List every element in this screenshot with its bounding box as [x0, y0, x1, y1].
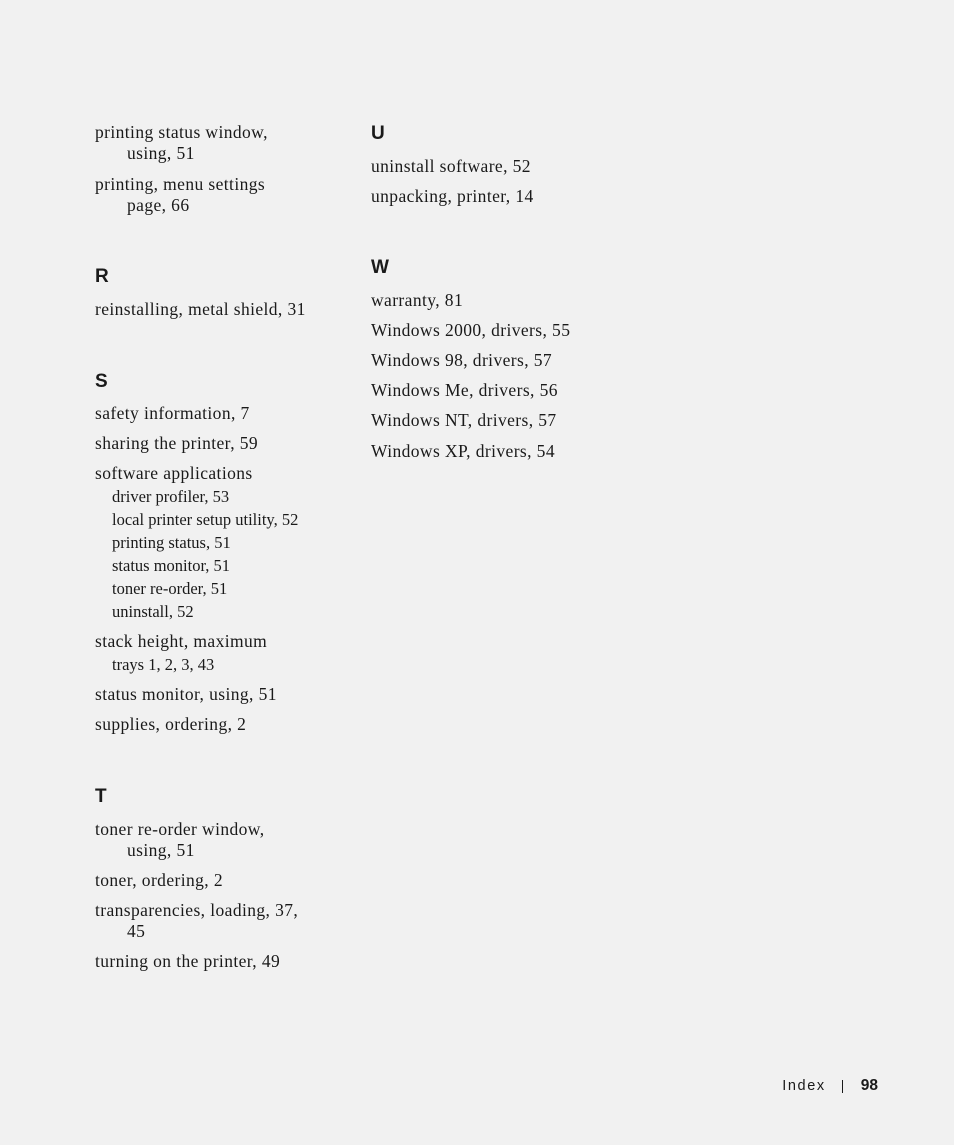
index-subentry: toner re-order, 51	[112, 579, 228, 598]
index-entry	[95, 819, 355, 861]
index-entry: safety information, 7	[95, 403, 250, 423]
index-entry: uninstall software, 52	[371, 156, 531, 176]
section-heading-s: S	[95, 371, 108, 392]
index-entry: Windows 2000, drivers, 55	[371, 320, 571, 340]
section-heading-t: T	[95, 786, 107, 807]
index-subentry: driver profiler, 53	[112, 487, 230, 506]
entry-text: printing, menu settings	[95, 174, 266, 194]
index-subentry: uninstall, 52	[112, 602, 194, 621]
page-footer	[782, 1076, 878, 1096]
entry-continuation: 45	[127, 921, 146, 941]
footer-section-label: Index	[782, 1078, 826, 1094]
entry-text: transparencies, loading, 37,	[95, 900, 299, 920]
section-heading-u: U	[371, 123, 385, 144]
entry-continuation: using, 51	[127, 143, 195, 163]
index-entry: supplies, ordering, 2	[95, 714, 247, 734]
page-number: 98	[860, 1077, 878, 1094]
entry-text: printing status window,	[95, 122, 268, 142]
index-entry: toner, ordering, 2	[95, 870, 223, 890]
index-entry: Windows NT, drivers, 57	[371, 410, 557, 430]
index-entry: turning on the printer, 49	[95, 951, 281, 971]
entry-text: toner re-order window,	[95, 819, 265, 839]
index-entry: Windows 98, drivers, 57	[371, 350, 553, 370]
entry-continuation: using, 51	[127, 840, 195, 860]
index-entry: warranty, 81	[371, 290, 464, 310]
footer-divider	[842, 1080, 843, 1093]
index-entry	[95, 900, 355, 942]
index-entry: unpacking, printer, 14	[371, 186, 534, 206]
index-entry	[95, 174, 355, 216]
index-entry: Windows XP, drivers, 54	[371, 441, 555, 461]
index-entry: Windows Me, drivers, 56	[371, 380, 558, 400]
index-entry: reinstalling, metal shield, 31	[95, 299, 306, 319]
index-entry: sharing the printer, 59	[95, 433, 259, 453]
index-entry: status monitor, using, 51	[95, 684, 277, 704]
index-entry: stack height, maximum	[95, 631, 268, 651]
index-subentry: printing status, 51	[112, 533, 231, 552]
index-entry	[95, 122, 355, 164]
index-entry: software applications	[95, 463, 253, 483]
index-subentry: trays 1, 2, 3, 43	[112, 655, 215, 674]
entry-continuation: page, 66	[127, 195, 190, 215]
index-subentry: local printer setup utility, 52	[112, 510, 299, 529]
index-subentry: status monitor, 51	[112, 556, 231, 575]
section-heading-r: R	[95, 266, 109, 287]
section-heading-w: W	[371, 257, 389, 278]
